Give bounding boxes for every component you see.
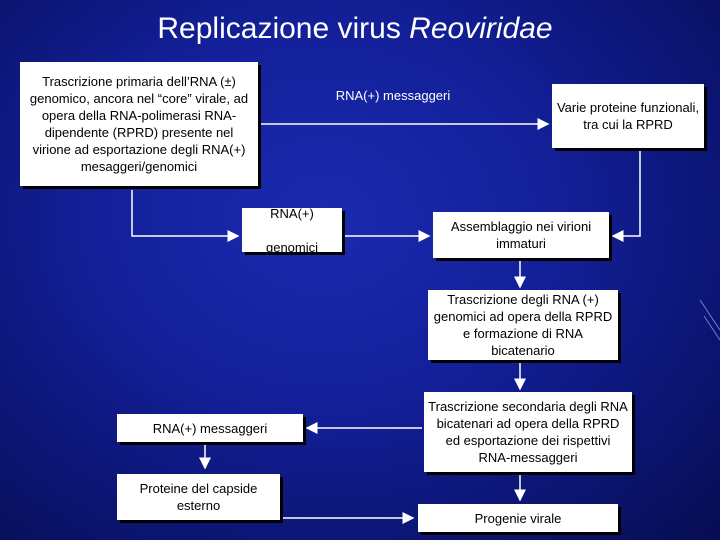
title-plain: Replicazione virus bbox=[157, 12, 410, 45]
box-progeny: Progenie virale bbox=[418, 504, 618, 532]
box-rna-genomic: RNA(+) genomici bbox=[242, 208, 342, 252]
box-genomic-transcription: Trascrizione degli RNA (+) genomici ad opera della RPRD e formazione di RNA bicatenario bbox=[428, 290, 618, 360]
box-secondary-transcription: Trascrizione secondaria degli RNA bicatenari ad opera della RPRD ed esportazione dei rispettivi RNA-messaggeri bbox=[424, 392, 632, 472]
box-primary-transcription: Trascrizione primaria dell’RNA (±) genomico, ancora nel “core” virale, ad opera della RNA-polimerasi RNA-dipendente (RPRD) presente nel virione ad esportazione degli RNA(+) mesaggeri/genomici bbox=[20, 62, 258, 186]
box-proteins: Varie proteine funzionali, tra cui la RPRD bbox=[552, 84, 704, 148]
box-capsid-proteins: Proteine del capside esterno bbox=[117, 474, 280, 520]
box-assembly: Assemblaggio nei virioni immaturi bbox=[433, 212, 609, 258]
label-rna-messengers-1: RNA(+) messaggeri bbox=[335, 88, 451, 103]
box-rna-messengers-2: RNA(+) messaggeri bbox=[117, 414, 303, 442]
decorative-stroke bbox=[704, 316, 720, 340]
title-italic: Reoviridae bbox=[409, 12, 553, 45]
arrow-proteins-to-assembly bbox=[613, 150, 640, 236]
arrow-primary-to-genomic bbox=[132, 190, 238, 236]
